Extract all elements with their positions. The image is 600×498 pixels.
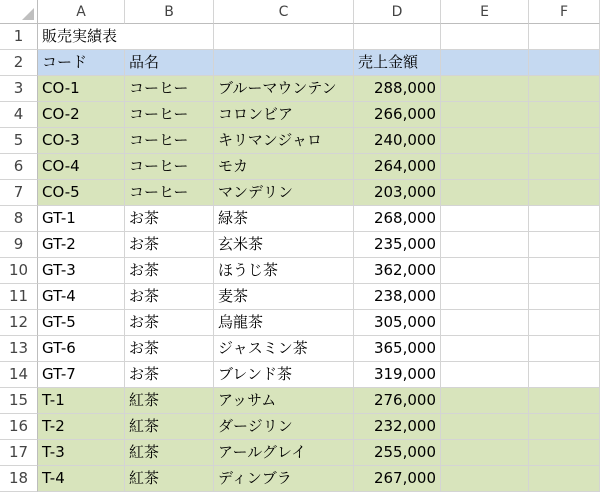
cell-e-10[interactable] (441, 258, 529, 284)
column-header-f[interactable]: F (529, 0, 600, 24)
select-all-icon (22, 8, 34, 20)
row-header-13[interactable]: 13 (0, 336, 38, 362)
cell-code-3[interactable]: CO-1 (38, 76, 125, 102)
row-header-8[interactable]: 8 (0, 206, 38, 232)
cell-f-5[interactable] (529, 128, 600, 154)
cell-b1[interactable] (125, 24, 214, 50)
cell-amount-10[interactable]: 362,000 (354, 258, 441, 284)
header-cell-code[interactable]: コード (38, 50, 125, 76)
cell-f-3[interactable] (529, 76, 600, 102)
cell-code-18[interactable]: T-4 (38, 466, 125, 492)
cell-name-7[interactable]: マンデリン (214, 180, 354, 206)
cell-name-3[interactable]: ブルーマウンテン (214, 76, 354, 102)
cell-e-15[interactable] (441, 388, 529, 414)
cell-amount-17[interactable]: 255,000 (354, 440, 441, 466)
cell-f-4[interactable] (529, 102, 600, 128)
cell-e-16[interactable] (441, 414, 529, 440)
row-header-17[interactable]: 17 (0, 440, 38, 466)
row-header-11[interactable]: 11 (0, 284, 38, 310)
cell-e-9[interactable] (441, 232, 529, 258)
cell-e-11[interactable] (441, 284, 529, 310)
cell-code-16[interactable]: T-2 (38, 414, 125, 440)
cell-amount-5[interactable]: 240,000 (354, 128, 441, 154)
row-header-10[interactable]: 10 (0, 258, 38, 284)
cell-code-14[interactable]: GT-7 (38, 362, 125, 388)
row-header-14[interactable]: 14 (0, 362, 38, 388)
cell-code-17[interactable]: T-3 (38, 440, 125, 466)
cell-f-15[interactable] (529, 388, 600, 414)
cell-e-18[interactable] (441, 466, 529, 492)
header-cell-amount[interactable]: 売上金額 (354, 50, 441, 76)
column-header-a[interactable]: A (38, 0, 125, 24)
cell-code-10[interactable]: GT-3 (38, 258, 125, 284)
row-header-12[interactable]: 12 (0, 310, 38, 336)
cell-e-6[interactable] (441, 154, 529, 180)
cell-d1[interactable] (354, 24, 441, 50)
column-header-d[interactable]: D (354, 0, 441, 24)
cell-name-8[interactable]: 緑茶 (214, 206, 354, 232)
row-header-7[interactable]: 7 (0, 180, 38, 206)
cell-amount-3[interactable]: 288,000 (354, 76, 441, 102)
cell-e1[interactable] (441, 24, 529, 50)
cell-name-4[interactable]: コロンビア (214, 102, 354, 128)
row-header-9[interactable]: 9 (0, 232, 38, 258)
row-header-5[interactable]: 5 (0, 128, 38, 154)
cell-name-12[interactable]: 烏龍茶 (214, 310, 354, 336)
row-header-1[interactable]: 1 (0, 24, 38, 50)
cell-a1-title[interactable]: 販売実績表 (38, 24, 125, 50)
cell-amount-7[interactable]: 203,000 (354, 180, 441, 206)
cell-code-12[interactable]: GT-5 (38, 310, 125, 336)
cell-name-6[interactable]: モカ (214, 154, 354, 180)
header-cell-item[interactable]: 品名 (125, 50, 214, 76)
cell-amount-4[interactable]: 266,000 (354, 102, 441, 128)
cell-name-13[interactable]: ジャスミン茶 (214, 336, 354, 362)
cell-f-10[interactable] (529, 258, 600, 284)
cell-item-14[interactable]: お茶 (125, 362, 214, 388)
cell-f-11[interactable] (529, 284, 600, 310)
cell-item-6[interactable]: コーヒー (125, 154, 214, 180)
column-header-e[interactable]: E (441, 0, 529, 24)
cell-item-12[interactable]: お茶 (125, 310, 214, 336)
cell-e-8[interactable] (441, 206, 529, 232)
cell-item-11[interactable]: お茶 (125, 284, 214, 310)
cell-name-15[interactable]: アッサム (214, 388, 354, 414)
cell-amount-16[interactable]: 232,000 (354, 414, 441, 440)
cell-name-10[interactable]: ほうじ茶 (214, 258, 354, 284)
cell-code-9[interactable]: GT-2 (38, 232, 125, 258)
cell-item-3[interactable]: コーヒー (125, 76, 214, 102)
cell-e-12[interactable] (441, 310, 529, 336)
cell-code-13[interactable]: GT-6 (38, 336, 125, 362)
row-header-15[interactable]: 15 (0, 388, 38, 414)
column-header-c[interactable]: C (214, 0, 354, 24)
cell-amount-8[interactable]: 268,000 (354, 206, 441, 232)
cell-name-18[interactable]: ディンブラ (214, 466, 354, 492)
cell-f-12[interactable] (529, 310, 600, 336)
cell-e-7[interactable] (441, 180, 529, 206)
cell-f-14[interactable] (529, 362, 600, 388)
cell-f-18[interactable] (529, 466, 600, 492)
cell-name-17[interactable]: アールグレイ (214, 440, 354, 466)
cell-f1[interactable] (529, 24, 600, 50)
cell-name-5[interactable]: キリマンジャロ (214, 128, 354, 154)
cell-name-16[interactable]: ダージリン (214, 414, 354, 440)
select-all-corner[interactable] (0, 0, 38, 24)
cell-name-11[interactable]: 麦茶 (214, 284, 354, 310)
row-header-18[interactable]: 18 (0, 466, 38, 492)
cell-amount-14[interactable]: 319,000 (354, 362, 441, 388)
cell-code-15[interactable]: T-1 (38, 388, 125, 414)
row-header-6[interactable]: 6 (0, 154, 38, 180)
cell-e-13[interactable] (441, 336, 529, 362)
header-cell-f[interactable] (529, 50, 600, 76)
cell-f-16[interactable] (529, 414, 600, 440)
cell-code-8[interactable]: GT-1 (38, 206, 125, 232)
row-header-16[interactable]: 16 (0, 414, 38, 440)
cell-e-17[interactable] (441, 440, 529, 466)
cell-e-3[interactable] (441, 76, 529, 102)
header-cell-name[interactable] (214, 50, 354, 76)
cell-amount-11[interactable]: 238,000 (354, 284, 441, 310)
cell-amount-6[interactable]: 264,000 (354, 154, 441, 180)
cell-name-14[interactable]: ブレンド茶 (214, 362, 354, 388)
cell-item-5[interactable]: コーヒー (125, 128, 214, 154)
cell-item-9[interactable]: お茶 (125, 232, 214, 258)
cell-amount-15[interactable]: 276,000 (354, 388, 441, 414)
cell-f-9[interactable] (529, 232, 600, 258)
cell-f-8[interactable] (529, 206, 600, 232)
cell-amount-9[interactable]: 235,000 (354, 232, 441, 258)
cell-item-15[interactable]: 紅茶 (125, 388, 214, 414)
cell-code-11[interactable]: GT-4 (38, 284, 125, 310)
cell-item-18[interactable]: 紅茶 (125, 466, 214, 492)
cell-name-9[interactable]: 玄米茶 (214, 232, 354, 258)
cell-code-7[interactable]: CO-5 (38, 180, 125, 206)
cell-e-14[interactable] (441, 362, 529, 388)
cell-item-8[interactable]: お茶 (125, 206, 214, 232)
cell-amount-18[interactable]: 267,000 (354, 466, 441, 492)
cell-c1[interactable] (214, 24, 354, 50)
cell-item-17[interactable]: 紅茶 (125, 440, 214, 466)
header-cell-e[interactable] (441, 50, 529, 76)
cell-code-6[interactable]: CO-4 (38, 154, 125, 180)
row-header-4[interactable]: 4 (0, 102, 38, 128)
row-header-3[interactable]: 3 (0, 76, 38, 102)
cell-code-5[interactable]: CO-3 (38, 128, 125, 154)
row-header-2[interactable]: 2 (0, 50, 38, 76)
cell-code-4[interactable]: CO-2 (38, 102, 125, 128)
cell-item-7[interactable]: コーヒー (125, 180, 214, 206)
cell-item-4[interactable]: コーヒー (125, 102, 214, 128)
cell-item-16[interactable]: 紅茶 (125, 414, 214, 440)
cell-amount-12[interactable]: 305,000 (354, 310, 441, 336)
cell-f-6[interactable] (529, 154, 600, 180)
cell-e-4[interactable] (441, 102, 529, 128)
cell-item-13[interactable]: お茶 (125, 336, 214, 362)
cell-f-17[interactable] (529, 440, 600, 466)
cell-f-13[interactable] (529, 336, 600, 362)
cell-e-5[interactable] (441, 128, 529, 154)
column-header-b[interactable]: B (125, 0, 214, 24)
cell-item-10[interactable]: お茶 (125, 258, 214, 284)
cell-amount-13[interactable]: 365,000 (354, 336, 441, 362)
cell-f-7[interactable] (529, 180, 600, 206)
